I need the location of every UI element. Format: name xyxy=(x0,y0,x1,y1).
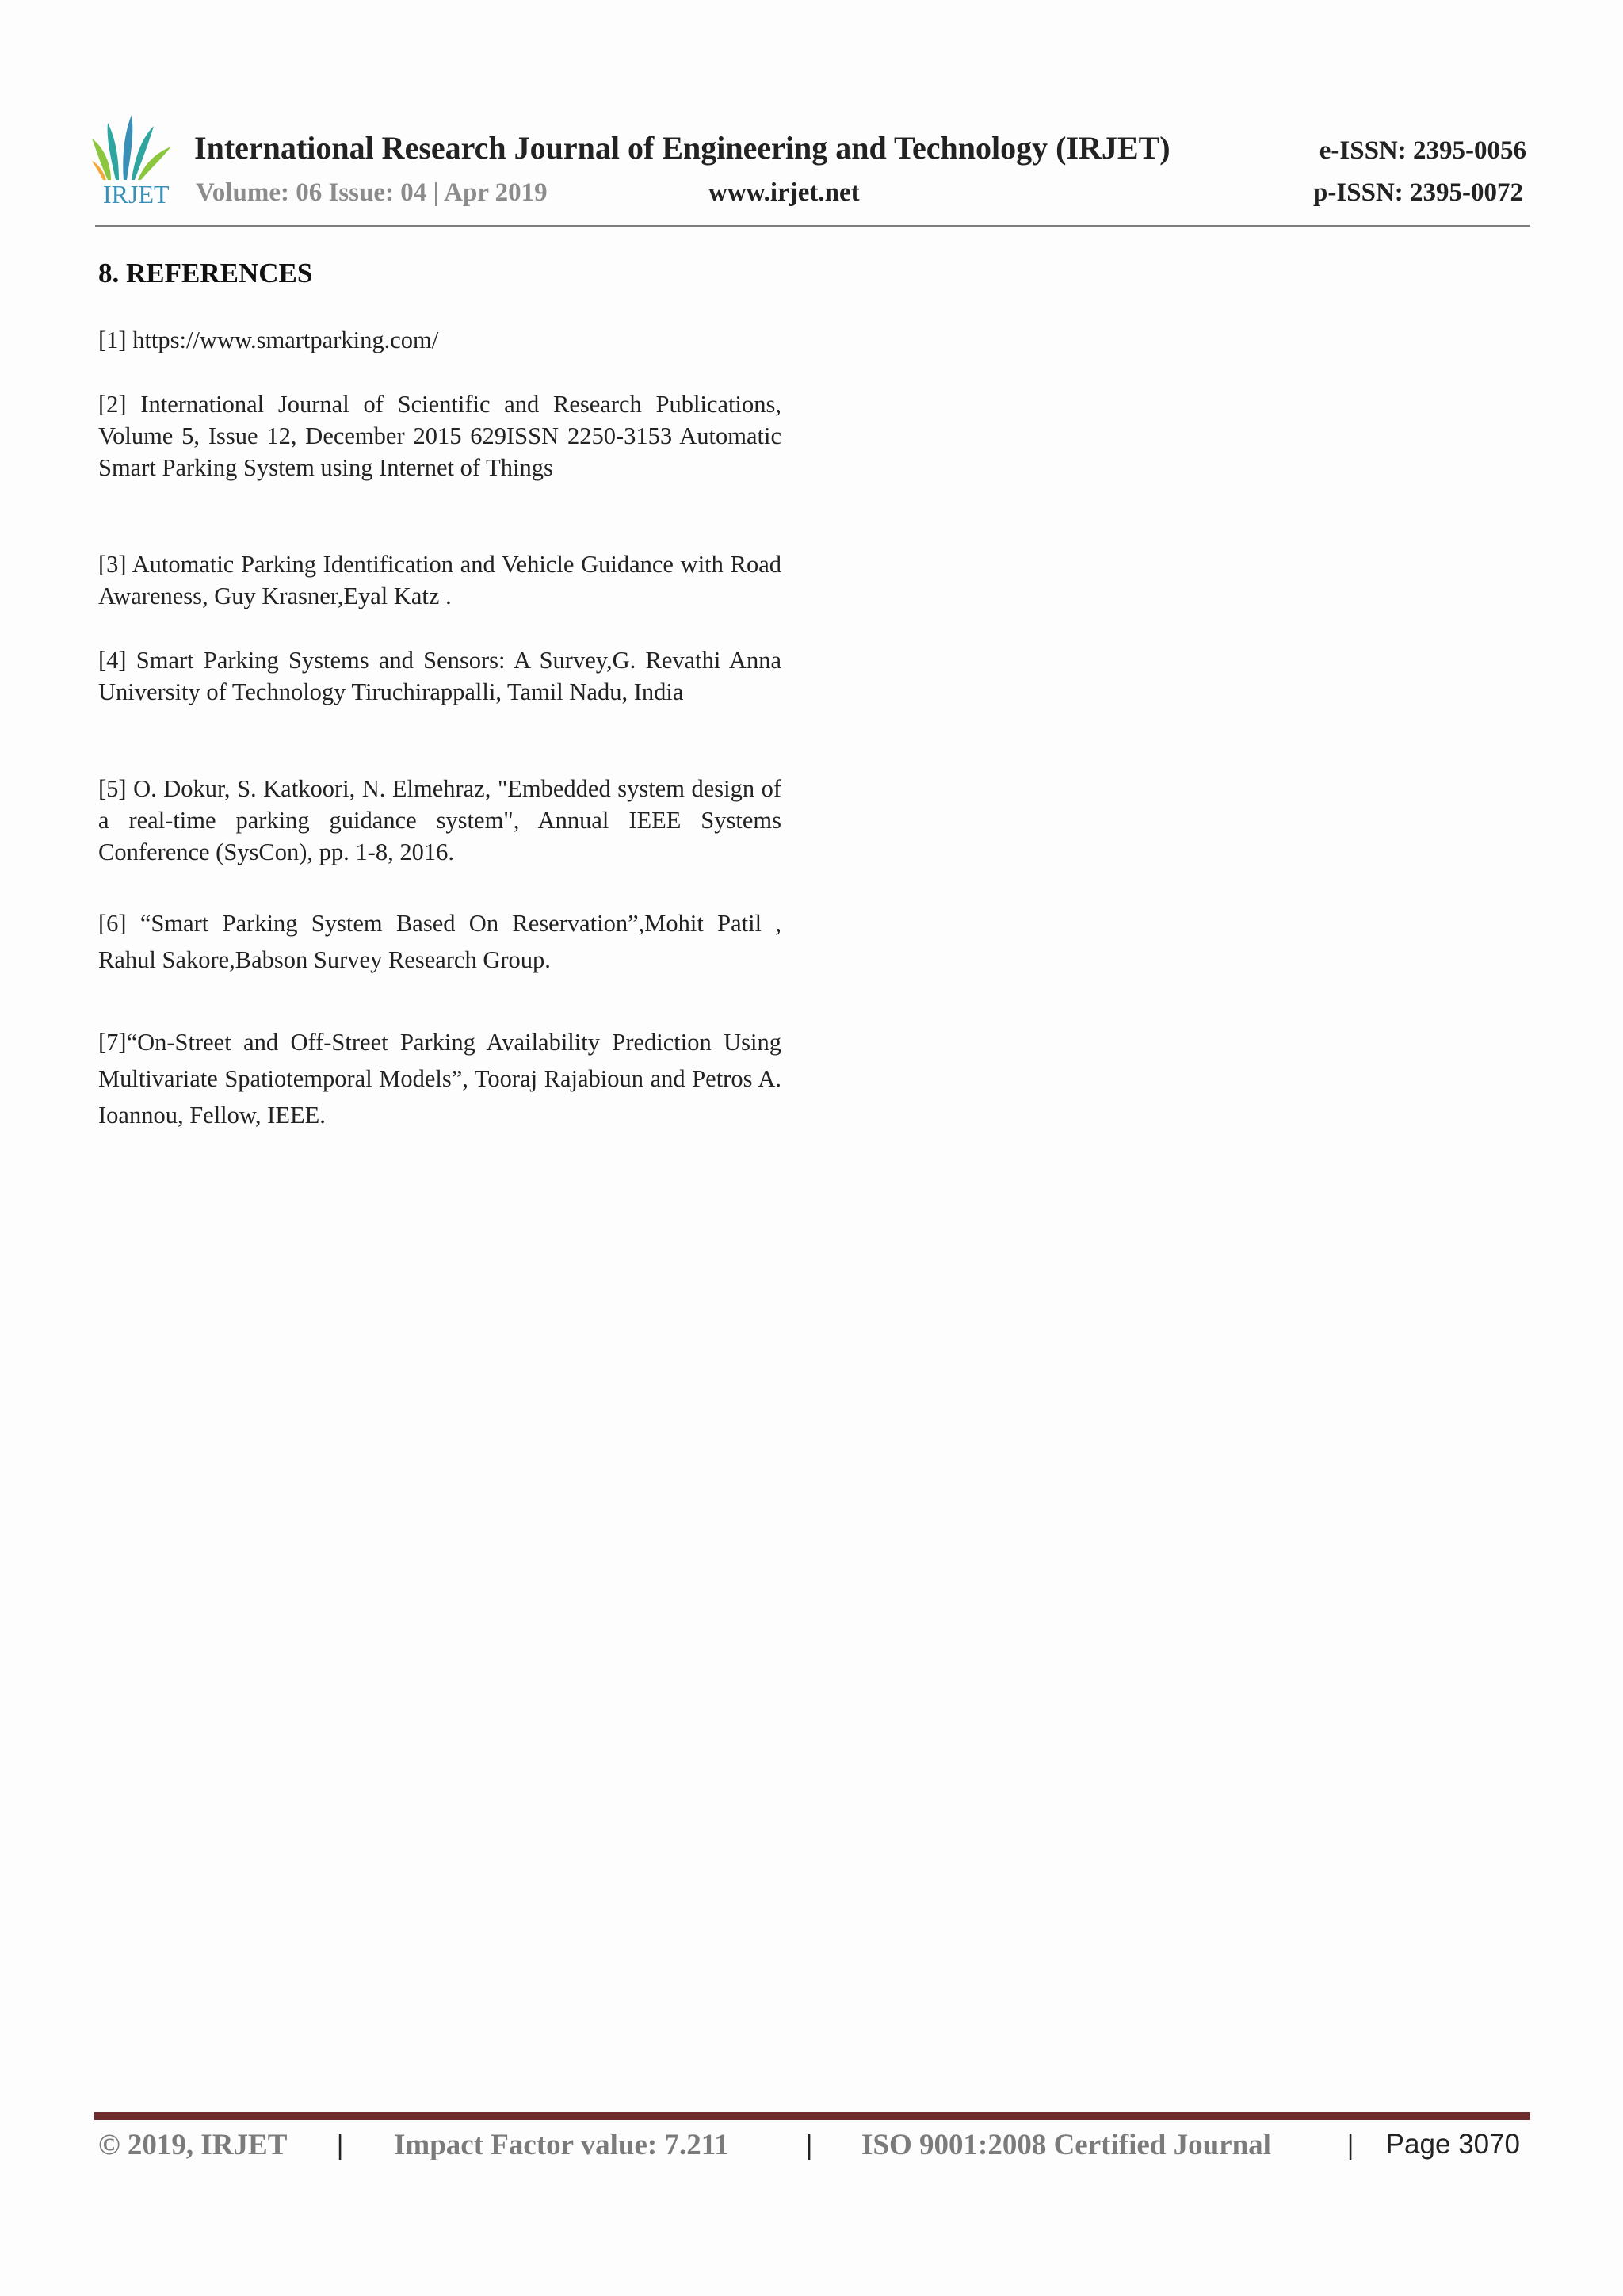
footer-divider xyxy=(94,2112,1530,2120)
reference-item: [1] https://www.smartparking.com/ xyxy=(98,327,439,353)
volume-issue: Volume: 06 Issue: 04 | Apr 2019 xyxy=(196,178,548,207)
journal-title: International Research Journal of Engineering and Technology (IRJET) xyxy=(194,130,1170,166)
p-issn: p-ISSN: 2395-0072 xyxy=(1313,178,1523,207)
page-number: Page 3070 xyxy=(1385,2129,1520,2160)
footer-separator: | xyxy=(806,2129,813,2161)
footer-copyright: © 2019, IRJET xyxy=(98,2129,288,2161)
footer-iso: ISO 9001:2008 Certified Journal xyxy=(861,2129,1271,2161)
reference-item: [5] O. Dokur, S. Katkoori, N. Elmehraz, "Embedded system design of a real-time parking guidance system", Annual IEEE Systems Conference (SysCon), pp. 1-8, 2016. xyxy=(98,775,781,865)
website-link[interactable]: www.irjet.net xyxy=(708,178,860,207)
footer-separator: | xyxy=(337,2129,344,2161)
reference-item: [3] Automatic Parking Identification and Vehicle Guidance with Road Awareness, Guy Krasner,Eyal Katz . xyxy=(98,551,781,609)
reference-item: [6] “Smart Parking System Based On Reservation”,Mohit Patil , Rahul Sakore,Babson Survey Research Group. xyxy=(98,910,781,973)
footer-impact-factor: Impact Factor value: 7.211 xyxy=(394,2129,729,2161)
reference-item: [2] International Journal of Scientific and Research Publications, Volume 5, Issue 12, December 2015 629ISSN 2250-3153 Automatic Smart Parking System using Internet of Things xyxy=(98,391,781,481)
logo-text: IRJET xyxy=(103,180,170,208)
footer-separator: | xyxy=(1347,2129,1354,2161)
e-issn: e-ISSN: 2395-0056 xyxy=(1319,136,1526,165)
leaf-logo-icon xyxy=(92,115,179,185)
irjet-logo xyxy=(92,115,179,214)
reference-item: [7]“On-Street and Off-Street Parking Availability Prediction Using Multivariate Spatiotemporal Models”, Tooraj Rajabioun and Petros A. Ioannou, Fellow, IEEE. xyxy=(98,1029,781,1129)
header-divider xyxy=(95,225,1530,227)
section-heading: 8. REFERENCES xyxy=(98,258,313,288)
reference-item: [4] Smart Parking Systems and Sensors: A Survey,G. Revathi Anna University of Technology Tiruchirappalli, Tamil Nadu, India xyxy=(98,647,781,705)
